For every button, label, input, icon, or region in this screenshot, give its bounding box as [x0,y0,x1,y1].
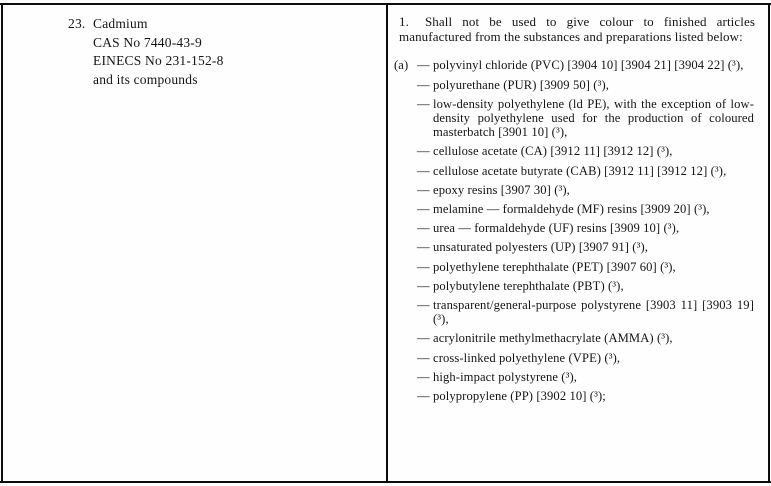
dash-bullet: — [417,58,430,73]
item-text: transparent/general-purpose polystyrene [3903 11] [3903 19] (³), [433,298,754,327]
list-item [394,183,754,197]
list-item [394,202,754,216]
restrictions-column [394,14,756,408]
list-item [394,351,754,365]
list-item [394,240,754,254]
item-text: polypropylene (PP) [3902 10] (³); [433,389,606,404]
item-text: high-impact polystyrene (³), [433,369,578,384]
list-item [394,164,754,178]
list-item [394,78,754,92]
list-item [394,144,754,158]
restriction-intro [399,14,755,44]
item-text: polyurethane (PUR) [3909 50] (³), [433,77,610,92]
item-text: polyvinyl chloride (PVC) [3904 10] [3904 21] [3904 22] (³), [433,58,744,73]
dash-bullet: — [417,96,430,111]
item-text: cross-linked polyethylene (VPE) (³), [433,350,621,365]
dash-bullet: — [417,350,430,365]
item-group-label: (a) [394,58,409,73]
cas-number-line: CAS No 7440-43-9 [93,34,202,50]
list-item [394,58,754,72]
item-text: polyethylene terephthalate (PET) [3907 60] (³), [433,259,676,274]
list-item [394,389,754,403]
dash-bullet: — [417,278,430,293]
dash-bullet: — [417,144,430,159]
dash-bullet: — [417,298,430,313]
dash-bullet: — [417,221,430,236]
dash-bullet: — [417,389,430,404]
list-item [394,279,754,293]
compounds-line: and its compounds [93,71,198,87]
cell-border-bottom [0,481,771,483]
substance-column [68,15,358,89]
dash-bullet: — [417,331,430,346]
dash-bullet: — [417,259,430,274]
entry-number: 23. [68,16,86,31]
dash-bullet: — [417,182,430,197]
restriction-intro-text: Shall not be used to give colour to finished articles manufactured from the substances and preparations listed below: [399,14,755,45]
substance-name: Cadmium [93,16,148,31]
item-text: epoxy resins [3907 30] (³), [433,182,570,197]
list-item [394,221,754,235]
item-text: melamine — formaldehyde (MF) resins [3909 20] (³), [433,202,710,217]
cell-border-right [768,3,770,483]
item-text: cellulose acetate butyrate (CAB) [3912 11] [3912 12] (³), [433,163,727,178]
dash-bullet: — [417,77,430,92]
item-text: cellulose acetate (CA) [3912 11] [3912 12] (³), [433,144,673,159]
item-text: low-density polyethylene (ld PE), with the exception of low-density polyethylene used for the production of coloured masterbatch [3901 10] (³), [433,96,754,140]
restriction-list [394,58,756,403]
restriction-paragraph-number: 1. [399,14,409,29]
list-item [394,298,754,326]
column-divider [386,3,388,481]
cell-border-left [1,3,3,483]
item-text: urea — formaldehyde (UF) resins [3909 10] (³), [433,221,680,236]
dash-bullet: — [417,202,430,217]
item-text: acrylonitrile methylmethacrylate (AMMA) (³), [433,331,673,346]
list-item [394,260,754,274]
entry-heading [68,15,358,34]
list-item [394,370,754,384]
list-item [394,331,754,345]
item-text: polybutylene terephthalate (PBT) (³), [433,278,624,293]
dash-bullet: — [417,163,430,178]
list-item [394,97,754,140]
item-text: unsaturated polyesters (UP) [3907 91] (³), [433,240,649,255]
dash-bullet: — [417,369,430,384]
einecs-number-line: EINECS No 231-152-8 [93,53,224,68]
dash-bullet: — [417,240,430,255]
